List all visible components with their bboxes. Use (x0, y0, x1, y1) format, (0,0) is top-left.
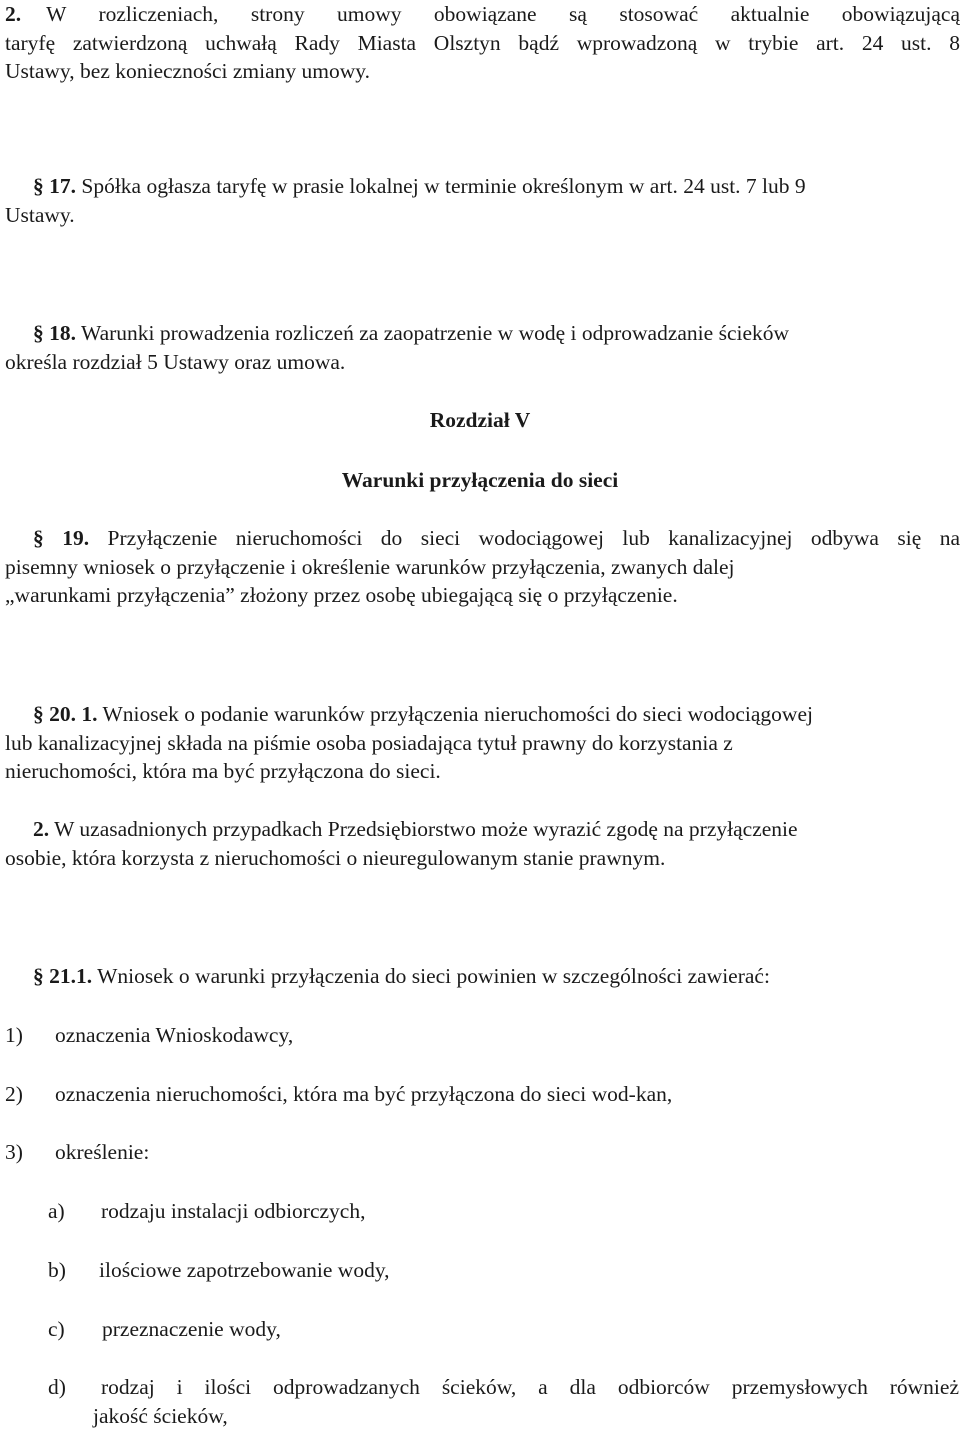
sub-list-item-letter: b) (48, 1258, 66, 1282)
chapter-title: Rozdział V (429, 408, 531, 432)
sub-list-item-letter: a) (48, 1199, 65, 1223)
paragraph-2-text-1: W rozliczeniach, strony umowy obowiązane są stosować aktualnie obowiązującą (46, 2, 960, 26)
section-17 (5, 172, 960, 229)
paragraph-2-line-1 (5, 0, 960, 29)
sub-list-item-letter: d) (48, 1375, 66, 1399)
section-20 (5, 700, 960, 786)
section-18 (5, 319, 960, 376)
list-item-text: określenie: (55, 1140, 150, 1164)
section-18-number: § 18. (33, 321, 76, 345)
section-18-line-2: określa rozdział 5 Ustawy oraz umowa. (5, 349, 346, 374)
section-18-text-1: Warunki prowadzenia rozliczeń za zaopatrzenie w wodę i odprowadzanie ścieków (81, 321, 790, 345)
section-20-p2-text-1: W uzasadnionych przypadkach Przedsiębiorstwo może wyrazić zgodę na przyłączenie (54, 817, 798, 841)
section-21-line-1 (5, 962, 960, 991)
sub-list-item-text-line-1: rodzaj i ilości odprowadzanych ścieków, a dla odbiorców przemysłowych również (101, 1375, 959, 1399)
section-20-paragraph-2 (5, 815, 960, 872)
section-21 (5, 962, 960, 991)
list-item-text: oznaczenia Wnioskodawcy, (55, 1023, 294, 1047)
list-item-text: oznaczenia nieruchomości, która ma być przyłączona do sieci wod-kan, (55, 1082, 673, 1106)
section-17-line-2: Ustawy. (5, 202, 75, 227)
section-20-p2-line-1 (5, 815, 960, 844)
section-20-p2-line-2: osobie, która korzysta z nieruchomości o nieuregulowanym stanie prawnym. (5, 845, 666, 870)
section-20-p2-number: 2. (33, 817, 50, 841)
paragraph-2-line-3: Ustawy, bez konieczności zmiany umowy. (5, 59, 370, 83)
section-21-number: § 21.1. (33, 964, 93, 988)
sub-list-item-text: rodzaju instalacji odbiorczych, (101, 1199, 366, 1223)
section-19-number: § 19. (33, 526, 90, 550)
section-17-number: § 17. (33, 174, 76, 198)
section-20-line-2: lub kanalizacyjnej składa na piśmie osoba posiadająca tytuł prawny do korzystania z (5, 730, 733, 755)
paragraph-2-line-2: taryfę zatwierdzoną uchwałą Rady Miasta Olsztyn bądź wprowadzoną w trybie art. 24 ust. 8 (5, 30, 960, 55)
section-17-line-1 (5, 172, 960, 201)
section-19-line-1 (5, 524, 960, 553)
section-19 (5, 524, 960, 610)
list-item-number: 2) (5, 1082, 23, 1106)
sub-list-item-text: przeznaczenie wody, (102, 1317, 281, 1341)
section-20-line-3: nieruchomości, która ma być przyłączona do sieci. (5, 759, 441, 783)
chapter-subtitle: Warunki przyłączenia do sieci (341, 468, 619, 492)
section-17-text-1: Spółka ogłasza taryfę w prasie lokalnej w terminie określonym w art. 24 ust. 7 lub 9 (81, 174, 806, 198)
sub-list-item-text-line-2: jakość ścieków, (93, 1403, 228, 1428)
sub-list-item-letter: c) (48, 1317, 65, 1341)
section-20-number: § 20. 1. (33, 702, 98, 726)
section-21-text: Wniosek o warunki przyłączenia do sieci powinien w szczególności zawierać: (97, 964, 770, 988)
paragraph-2 (5, 0, 960, 86)
paragraph-2-number: 2. (5, 2, 22, 26)
sub-list-item-text: ilościowe zapotrzebowanie wody, (99, 1258, 390, 1282)
section-19-text-1: Przyłączenie nieruchomości do sieci wodociągowej lub kanalizacyjnej odbywa się na (107, 526, 960, 550)
section-20-text-1: Wniosek o podanie warunków przyłączenia nieruchomości do sieci wodociągowej (102, 702, 813, 726)
section-19-line-3: „warunkami przyłączenia” złożony przez osobę ubiegającą się o przyłączenie. (5, 583, 678, 607)
list-item-number: 1) (5, 1023, 23, 1047)
section-19-line-2: pisemny wniosek o przyłączenie i określenie warunków przyłączenia, zwanych dalej (5, 554, 735, 579)
section-18-line-1 (5, 319, 960, 348)
list-item-number: 3) (5, 1140, 23, 1164)
section-20-line-1 (5, 700, 960, 729)
